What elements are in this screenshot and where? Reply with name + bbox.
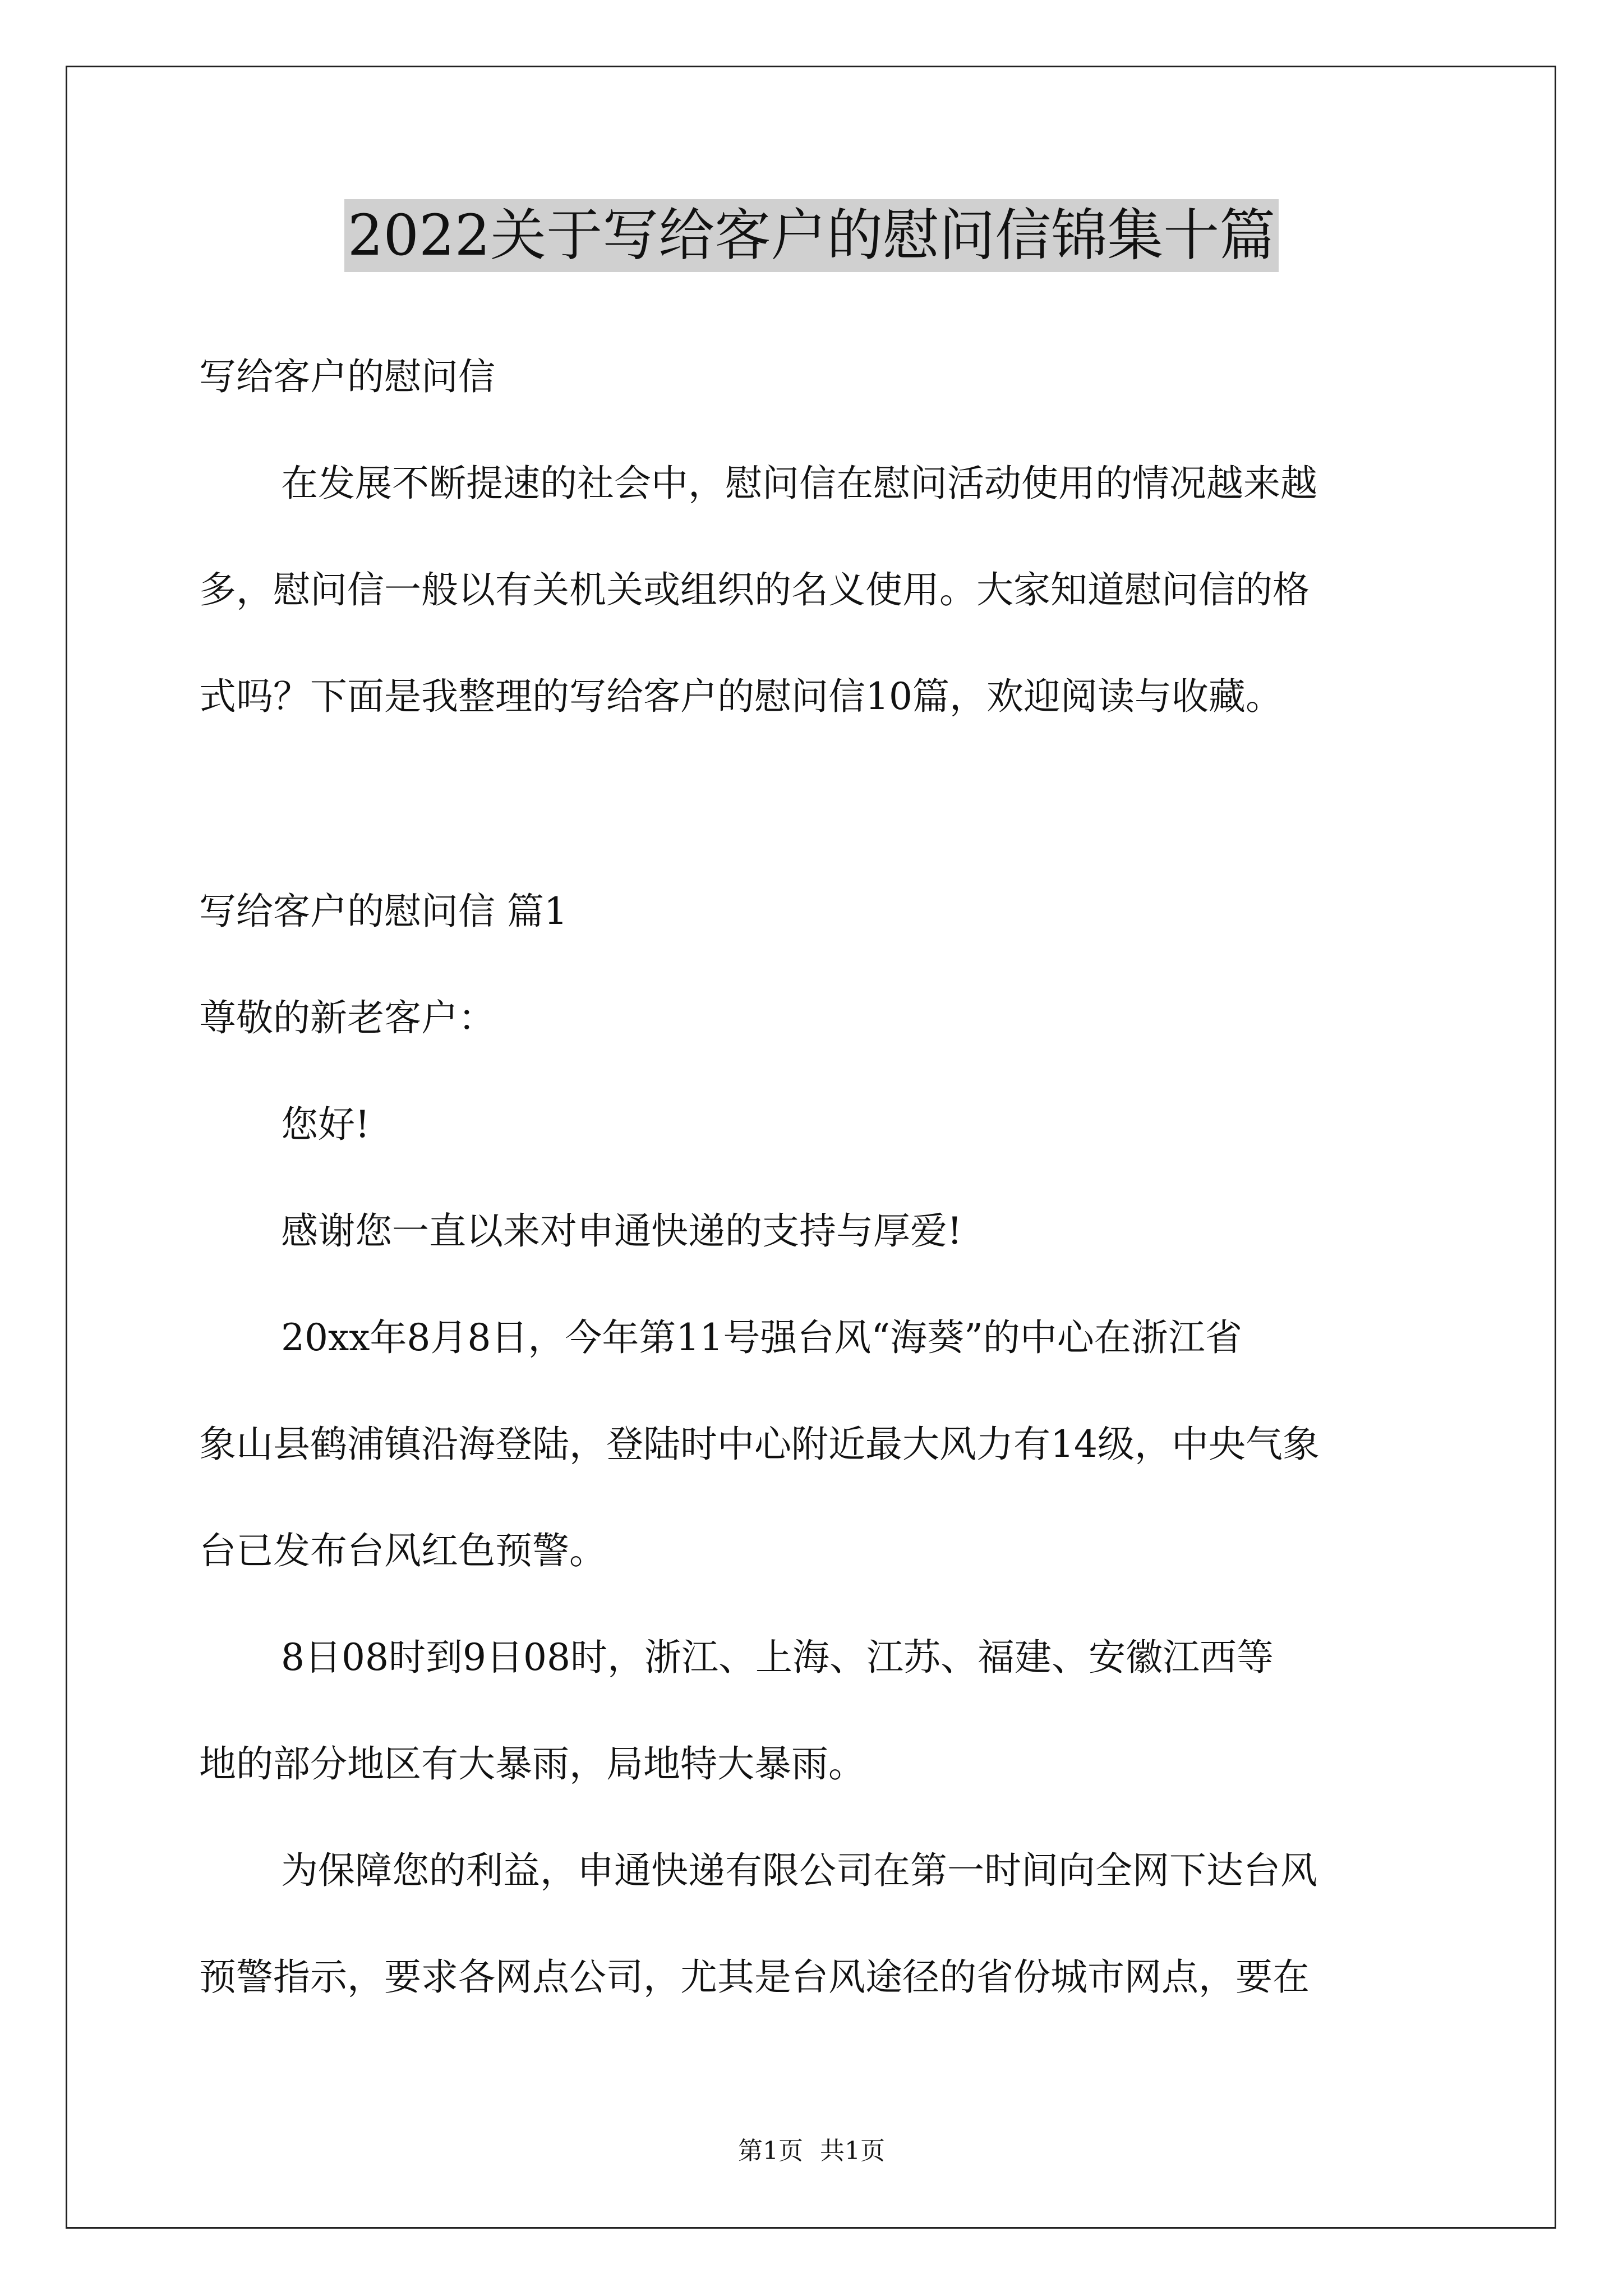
greeting: 您好!	[281, 1103, 370, 1146]
title-container	[0, 199, 1623, 272]
thanks-line: 感谢您一直以来对申通快递的支持与厚爱!	[281, 1209, 962, 1253]
page-footer	[0, 2134, 1623, 2168]
body-line-5: 地的部分地区有大暴雨，局地特大暴雨。	[199, 1742, 865, 1786]
body-line-1: 20xx年8月8日，今年第11号强台风“海葵”的中心在浙江省	[281, 1316, 1242, 1359]
section-heading: 写给客户的慰问信	[199, 355, 495, 398]
body-line-7: 预警指示，要求各网点公司，尤其是台风途径的省份城市网点，要在	[199, 1955, 1310, 1999]
body-line-4: 8日08时到9日08时，浙江、上海、江苏、福建、安徽江西等	[281, 1636, 1274, 1679]
salutation: 尊敬的新老客户：	[199, 996, 495, 1039]
body-line-6: 为保障您的利益，申通快递有限公司在第一时间向全网下达台风	[281, 1849, 1317, 1892]
page-number: 第1页	[738, 2137, 803, 2165]
body-line-2: 象山县鹤浦镇沿海登陆，登陆时中心附近最大风力有14级，中央气象	[199, 1423, 1320, 1466]
body-line-3: 台已发布台风红色预警。	[199, 1529, 606, 1572]
page-total: 共1页	[820, 2137, 885, 2165]
intro-line-2: 多，慰问信一般以有关机关或组织的名义使用。大家知道慰问信的格	[199, 568, 1310, 611]
intro-line-1: 在发展不断提速的社会中，慰问信在慰问活动使用的情况越来越	[281, 462, 1317, 505]
chapter-heading: 写给客户的慰问信 篇1	[199, 890, 568, 933]
intro-line-3: 式吗？下面是我整理的写给客户的慰问信10篇，欢迎阅读与收藏。	[199, 675, 1283, 718]
document-title: 2022关于写给客户的慰问信锦集十篇	[344, 199, 1279, 272]
